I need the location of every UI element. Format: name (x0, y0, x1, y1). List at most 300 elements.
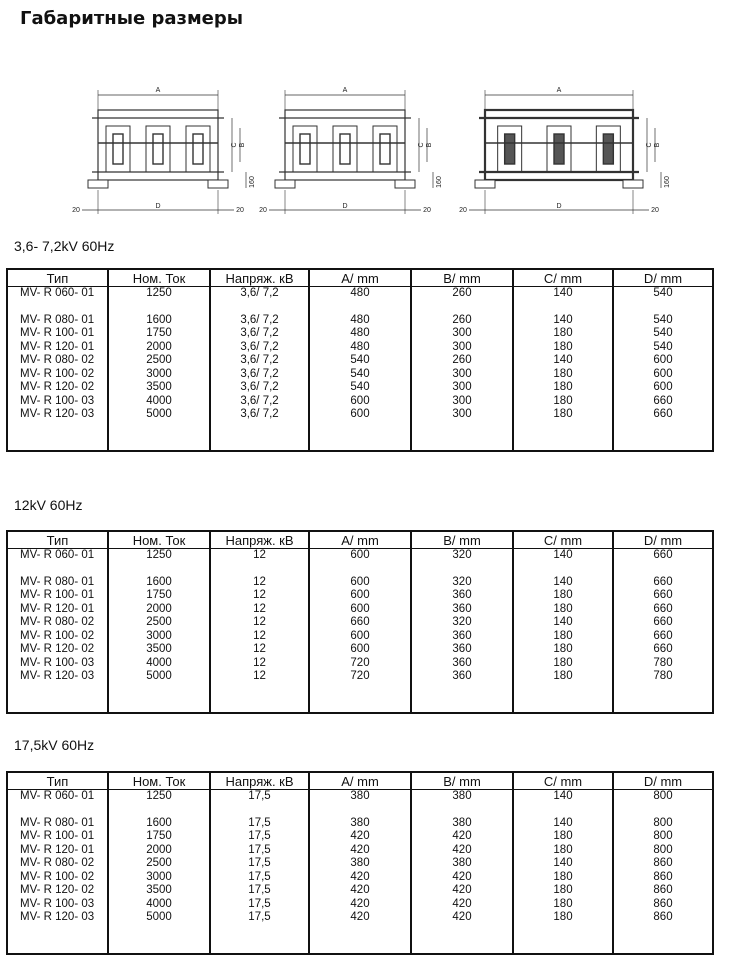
empty-cell (210, 939, 309, 954)
section-label: 3,6- 7,2kV 60Hz (14, 238, 115, 254)
empty-cell (7, 563, 108, 576)
table-cell: 180 (513, 670, 613, 684)
empty-cell (108, 804, 210, 817)
table-cell: 660 (613, 549, 713, 563)
table-cell: 360 (411, 603, 513, 617)
table-row (7, 884, 713, 898)
empty-cell (613, 939, 713, 954)
table-cell: 2500 (108, 857, 210, 871)
table-cell: 860 (613, 871, 713, 885)
table-cell: 4000 (108, 657, 210, 671)
table-cell: 660 (309, 616, 411, 630)
table-cell: 480 (309, 327, 411, 341)
table-cell: 17,5 (210, 884, 309, 898)
table-cell: 1600 (108, 314, 210, 328)
table-cell: 2000 (108, 844, 210, 858)
table-cell: MV- R 120- 02 (7, 381, 108, 395)
empty-cell (210, 436, 309, 451)
table-cell: 360 (411, 589, 513, 603)
empty-cell (210, 422, 309, 436)
table-cell: 1250 (108, 549, 210, 563)
section-label: 12kV 60Hz (14, 497, 83, 513)
column-header: D/ mm (613, 772, 713, 790)
table-cell: 600 (309, 576, 411, 590)
spacer-row (7, 925, 713, 939)
table-cell: 140 (513, 314, 613, 328)
table-cell: 420 (411, 911, 513, 925)
empty-cell (7, 939, 108, 954)
table-cell: 180 (513, 871, 613, 885)
empty-cell (411, 804, 513, 817)
table-cell: MV- R 120- 01 (7, 844, 108, 858)
table-cell: 180 (513, 395, 613, 409)
table-cell: 420 (309, 884, 411, 898)
table-row (7, 395, 713, 409)
table-row (7, 408, 713, 422)
empty-cell (108, 422, 210, 436)
column-header: B/ mm (411, 531, 513, 549)
table-cell: MV- R 100- 02 (7, 871, 108, 885)
table-cell: 660 (613, 643, 713, 657)
empty-cell (309, 436, 411, 451)
table-cell: 780 (613, 657, 713, 671)
table-cell: 12 (210, 630, 309, 644)
table-cell: 360 (411, 657, 513, 671)
table-cell: 420 (309, 911, 411, 925)
table-cell: 1250 (108, 790, 210, 804)
reactor-sketch (269, 90, 433, 214)
spacer-row (7, 939, 713, 954)
table-cell: MV- R 080- 02 (7, 616, 108, 630)
column-header: C/ mm (513, 772, 613, 790)
table-cell: 300 (411, 408, 513, 422)
table-cell: 3,6/ 7,2 (210, 395, 309, 409)
dimension-c-label: C (418, 142, 425, 148)
empty-cell (7, 804, 108, 817)
table-cell: 12 (210, 643, 309, 657)
dimension-a-label: A (155, 87, 161, 94)
spacer-row (7, 436, 713, 451)
table-cell: 800 (613, 817, 713, 831)
table-cell: 600 (613, 368, 713, 382)
empty-cell (513, 939, 613, 954)
table-cell: 360 (411, 630, 513, 644)
table-cell: 660 (613, 576, 713, 590)
table-row (7, 817, 713, 831)
table-cell: 140 (513, 817, 613, 831)
table-cell: 17,5 (210, 911, 309, 925)
table-cell: 3500 (108, 381, 210, 395)
margin-left-label: 20 (459, 207, 467, 214)
table-cell: MV- R 100- 01 (7, 589, 108, 603)
table-cell: 140 (513, 616, 613, 630)
dimension-drawings (72, 70, 700, 220)
section-label: 17,5kV 60Hz (14, 737, 95, 753)
table-cell: 540 (309, 381, 411, 395)
table-cell: 4000 (108, 395, 210, 409)
spacer-row (7, 804, 713, 817)
table-cell: 12 (210, 589, 309, 603)
dimension-a-label: A (556, 87, 562, 94)
height-label: 160 (249, 176, 256, 188)
table-cell: 17,5 (210, 817, 309, 831)
empty-cell (309, 563, 411, 576)
empty-cell (7, 436, 108, 451)
table-cell: 180 (513, 844, 613, 858)
column-header: C/ mm (513, 269, 613, 287)
table-cell: 860 (613, 857, 713, 871)
empty-cell (613, 698, 713, 713)
column-header: A/ mm (309, 531, 411, 549)
empty-cell (7, 301, 108, 314)
table-cell: MV- R 080- 01 (7, 817, 108, 831)
empty-cell (513, 436, 613, 451)
column-header: D/ mm (613, 269, 713, 287)
table-cell: 12 (210, 549, 309, 563)
table-cell: 380 (309, 857, 411, 871)
table-cell: 720 (309, 657, 411, 671)
table-cell: 540 (309, 368, 411, 382)
empty-cell (411, 925, 513, 939)
empty-cell (210, 804, 309, 817)
empty-cell (613, 804, 713, 817)
table-cell: MV- R 080- 01 (7, 314, 108, 328)
table-row (7, 381, 713, 395)
empty-cell (513, 925, 613, 939)
table-cell: 540 (613, 327, 713, 341)
table-cell: 140 (513, 857, 613, 871)
table-cell: 3000 (108, 871, 210, 885)
empty-cell (7, 698, 108, 713)
dimension-c-label: C (231, 142, 238, 148)
dimension-d-label: D (155, 203, 161, 210)
table-cell: 180 (513, 630, 613, 644)
table-cell: 3000 (108, 368, 210, 382)
table-cell: 260 (411, 354, 513, 368)
table-cell: 380 (309, 790, 411, 804)
table-cell: 320 (411, 616, 513, 630)
table-cell: 320 (411, 576, 513, 590)
table-row (7, 549, 713, 563)
table-row (7, 830, 713, 844)
table-cell: 380 (411, 817, 513, 831)
table-cell: 420 (309, 830, 411, 844)
column-header: Напряж. кВ (210, 772, 309, 790)
table-cell: MV- R 100- 01 (7, 830, 108, 844)
table-cell: 1600 (108, 817, 210, 831)
spec-table (6, 268, 714, 452)
table-row (7, 670, 713, 684)
table-row (7, 857, 713, 871)
table-cell: 780 (613, 670, 713, 684)
table-cell: 800 (613, 830, 713, 844)
reactor-sketch (82, 90, 246, 214)
empty-cell (309, 698, 411, 713)
empty-cell (108, 436, 210, 451)
table-cell: 600 (309, 408, 411, 422)
table-cell: MV- R 100- 03 (7, 657, 108, 671)
table-cell: 17,5 (210, 857, 309, 871)
table-cell: 860 (613, 911, 713, 925)
table-cell: 17,5 (210, 790, 309, 804)
table-cell: 660 (613, 589, 713, 603)
column-header: B/ mm (411, 772, 513, 790)
height-label: 160 (664, 176, 671, 188)
table-cell: 420 (309, 898, 411, 912)
table-cell: 420 (411, 844, 513, 858)
table-cell: 3,6/ 7,2 (210, 368, 309, 382)
empty-cell (7, 925, 108, 939)
table-cell: 5000 (108, 670, 210, 684)
table-cell: 3,6/ 7,2 (210, 408, 309, 422)
column-header: Напряж. кВ (210, 269, 309, 287)
spec-table (6, 530, 714, 714)
table-cell: MV- R 100- 03 (7, 898, 108, 912)
table-cell: 180 (513, 327, 613, 341)
table-cell: 480 (309, 287, 411, 301)
table-cell: 480 (309, 314, 411, 328)
table-cell: 3,6/ 7,2 (210, 287, 309, 301)
table-cell: 180 (513, 408, 613, 422)
table-cell: 12 (210, 670, 309, 684)
empty-cell (210, 301, 309, 314)
table-cell: 420 (411, 871, 513, 885)
dimension-c-label: C (646, 142, 653, 148)
table-cell: 660 (613, 395, 713, 409)
table-cell: 17,5 (210, 830, 309, 844)
table-cell: 180 (513, 589, 613, 603)
table-cell: MV- R 080- 02 (7, 857, 108, 871)
reactor-sketch (469, 90, 661, 214)
table-cell: 300 (411, 381, 513, 395)
dimension-d-label: D (556, 203, 562, 210)
table-cell: 380 (309, 817, 411, 831)
table-cell: MV- R 120- 02 (7, 884, 108, 898)
table-cell: 3500 (108, 884, 210, 898)
table-cell: 800 (613, 844, 713, 858)
empty-cell (513, 684, 613, 698)
margin-left-label: 20 (72, 207, 80, 214)
table-row (7, 844, 713, 858)
table-cell: 600 (613, 381, 713, 395)
column-header: Тип (7, 772, 108, 790)
table-cell: 140 (513, 287, 613, 301)
dimension-b-label: B (654, 142, 661, 148)
empty-cell (411, 563, 513, 576)
table-cell: 420 (411, 830, 513, 844)
margin-right-label: 20 (651, 207, 659, 214)
spacer-row (7, 563, 713, 576)
spec-table (6, 771, 714, 955)
dimension-b-label: B (426, 142, 433, 148)
empty-cell (7, 684, 108, 698)
empty-cell (513, 804, 613, 817)
table-cell: 180 (513, 657, 613, 671)
table-row (7, 368, 713, 382)
table-cell: 600 (309, 549, 411, 563)
table-cell: 600 (613, 354, 713, 368)
table-cell: 5000 (108, 911, 210, 925)
table-cell: 180 (513, 643, 613, 657)
table-cell: 480 (309, 341, 411, 355)
table-cell: 320 (411, 549, 513, 563)
table-cell: 180 (513, 830, 613, 844)
column-header: Ном. Ток (108, 772, 210, 790)
spacer-row (7, 684, 713, 698)
empty-cell (613, 684, 713, 698)
table-cell: 1600 (108, 576, 210, 590)
column-header: Ном. Ток (108, 269, 210, 287)
empty-cell (309, 939, 411, 954)
dimension-d-label: D (342, 203, 348, 210)
empty-cell (613, 436, 713, 451)
table-cell: 420 (411, 898, 513, 912)
empty-cell (309, 422, 411, 436)
table-cell: 260 (411, 287, 513, 301)
empty-cell (309, 301, 411, 314)
table-cell: 3,6/ 7,2 (210, 381, 309, 395)
table-cell: 12 (210, 603, 309, 617)
empty-cell (210, 925, 309, 939)
table-cell: 420 (309, 871, 411, 885)
column-header: Тип (7, 531, 108, 549)
empty-cell (411, 436, 513, 451)
table-cell: 660 (613, 408, 713, 422)
table-cell: 300 (411, 341, 513, 355)
table-cell: 540 (309, 354, 411, 368)
table-row (7, 630, 713, 644)
table-cell: 800 (613, 790, 713, 804)
table-cell: MV- R 120- 03 (7, 670, 108, 684)
table-row (7, 911, 713, 925)
table-cell: 540 (613, 341, 713, 355)
table-cell: MV- R 080- 01 (7, 576, 108, 590)
table-cell: 4000 (108, 898, 210, 912)
table-cell: 2500 (108, 354, 210, 368)
table-cell: 180 (513, 368, 613, 382)
table-cell: 140 (513, 790, 613, 804)
margin-right-label: 20 (423, 207, 431, 214)
table-cell: 300 (411, 395, 513, 409)
table-cell: 180 (513, 603, 613, 617)
table-cell: 380 (411, 790, 513, 804)
table-cell: 180 (513, 341, 613, 355)
table-cell: 3,6/ 7,2 (210, 354, 309, 368)
empty-cell (108, 684, 210, 698)
table-cell: 1750 (108, 589, 210, 603)
table-cell: 3,6/ 7,2 (210, 314, 309, 328)
table-cell: 420 (309, 844, 411, 858)
height-label: 160 (436, 176, 443, 188)
table-cell: 420 (411, 884, 513, 898)
table-cell: 17,5 (210, 844, 309, 858)
table-cell: 860 (613, 898, 713, 912)
table-cell: MV- R 100- 02 (7, 368, 108, 382)
table-cell: 260 (411, 314, 513, 328)
table-cell: 180 (513, 884, 613, 898)
table-cell: MV- R 080- 02 (7, 354, 108, 368)
table-row (7, 616, 713, 630)
empty-cell (411, 422, 513, 436)
table-cell: MV- R 120- 03 (7, 911, 108, 925)
table-row (7, 643, 713, 657)
column-header: C/ mm (513, 531, 613, 549)
table-cell: 540 (613, 314, 713, 328)
spacer-row (7, 422, 713, 436)
page-title: Габаритные размеры (20, 8, 244, 29)
column-header: Тип (7, 269, 108, 287)
empty-cell (108, 563, 210, 576)
table-row (7, 354, 713, 368)
table-cell: 3,6/ 7,2 (210, 341, 309, 355)
table-row (7, 589, 713, 603)
table-cell: 180 (513, 381, 613, 395)
table-cell: 360 (411, 643, 513, 657)
table-row (7, 341, 713, 355)
empty-cell (613, 301, 713, 314)
table-row (7, 327, 713, 341)
table-cell: 600 (309, 395, 411, 409)
table-cell: 600 (309, 589, 411, 603)
margin-left-label: 20 (259, 207, 267, 214)
table-row (7, 871, 713, 885)
table-cell: 180 (513, 898, 613, 912)
table-cell: MV- R 120- 01 (7, 603, 108, 617)
empty-cell (613, 563, 713, 576)
empty-cell (513, 698, 613, 713)
table-cell: 5000 (108, 408, 210, 422)
table-cell: 2500 (108, 616, 210, 630)
table-cell: 140 (513, 354, 613, 368)
table-row (7, 790, 713, 804)
column-header: A/ mm (309, 772, 411, 790)
table-cell: 300 (411, 368, 513, 382)
table-cell: 860 (613, 884, 713, 898)
empty-cell (108, 939, 210, 954)
table-cell: MV- R 100- 01 (7, 327, 108, 341)
table-cell: 600 (309, 643, 411, 657)
table-cell: 380 (411, 857, 513, 871)
empty-cell (513, 563, 613, 576)
empty-cell (613, 925, 713, 939)
table-row (7, 314, 713, 328)
empty-cell (411, 301, 513, 314)
table-cell: 140 (513, 576, 613, 590)
table-cell: 1250 (108, 287, 210, 301)
table-cell: 660 (613, 603, 713, 617)
table-row (7, 576, 713, 590)
table-cell: 600 (309, 630, 411, 644)
empty-cell (309, 925, 411, 939)
empty-cell (108, 301, 210, 314)
empty-cell (309, 684, 411, 698)
empty-cell (108, 925, 210, 939)
empty-cell (513, 422, 613, 436)
table-cell: 600 (309, 603, 411, 617)
column-header: Напряж. кВ (210, 531, 309, 549)
table-cell: 17,5 (210, 871, 309, 885)
empty-cell (309, 804, 411, 817)
table-cell: 12 (210, 657, 309, 671)
table-cell: 180 (513, 911, 613, 925)
empty-cell (210, 684, 309, 698)
column-header: A/ mm (309, 269, 411, 287)
table-cell: 1750 (108, 830, 210, 844)
table-cell: 12 (210, 616, 309, 630)
dimension-b-label: B (239, 142, 246, 148)
table-cell: 300 (411, 327, 513, 341)
table-cell: 3,6/ 7,2 (210, 327, 309, 341)
